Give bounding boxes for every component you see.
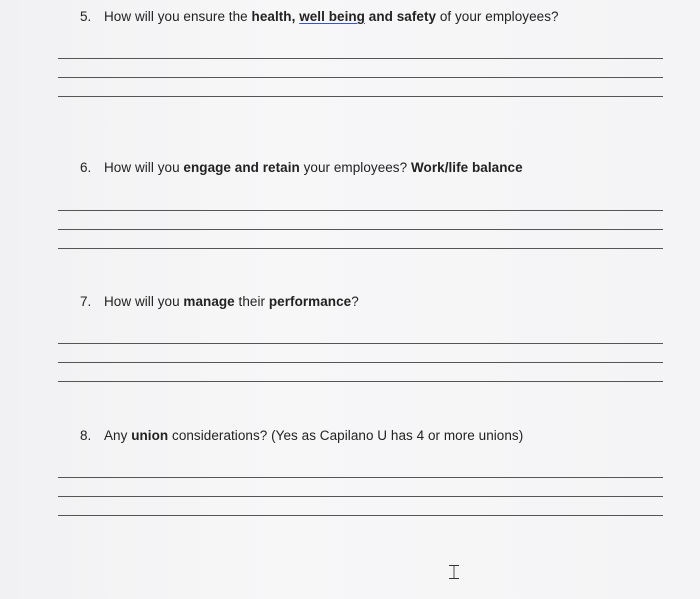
question-text <box>104 428 523 443</box>
question-7 <box>80 293 359 311</box>
answer-line[interactable] <box>58 58 663 59</box>
answer-line[interactable] <box>58 96 663 97</box>
answer-line[interactable] <box>58 381 663 382</box>
bold-run: manage <box>183 294 235 309</box>
bold-run: union <box>131 428 169 443</box>
text-run: of your employees? <box>436 9 559 24</box>
question-number: 6. <box>80 160 92 175</box>
text-run: Any <box>104 428 132 443</box>
answer-line[interactable] <box>58 248 663 249</box>
text-run: How will you ensure the <box>104 9 252 24</box>
question-text <box>104 294 359 309</box>
answer-line[interactable] <box>58 77 663 78</box>
bold-run: and safety <box>364 9 437 24</box>
answer-line[interactable] <box>58 477 663 478</box>
question-text <box>104 9 559 24</box>
underlined-run: well being <box>299 9 365 24</box>
text-run: their <box>234 294 269 309</box>
answer-line[interactable] <box>58 210 663 211</box>
question-8 <box>80 427 523 445</box>
question-text <box>104 160 523 175</box>
question-number: 8. <box>80 428 92 443</box>
question-6 <box>80 159 523 177</box>
text-run: considerations? (Yes as Capilano U has 4 or more unions) <box>168 428 524 443</box>
bold-run: health, <box>251 9 300 24</box>
text-run: ? <box>351 294 359 309</box>
bold-run: engage and retain <box>183 160 300 175</box>
bold-run: performance <box>268 294 352 309</box>
answer-line[interactable] <box>58 515 663 516</box>
text-run: How will you <box>104 294 184 309</box>
bold-run: Work/life balance <box>410 160 523 175</box>
text-run: How will you <box>104 160 184 175</box>
answer-line[interactable] <box>58 362 663 363</box>
answer-line[interactable] <box>58 343 663 344</box>
text-run: your employees? <box>299 160 411 175</box>
answer-line[interactable] <box>58 496 663 497</box>
question-number: 5. <box>80 9 92 24</box>
question-number: 7. <box>80 294 92 309</box>
answer-line[interactable] <box>58 229 663 230</box>
question-5 <box>80 8 559 26</box>
text-cursor-icon: ⌶ <box>448 560 460 584</box>
